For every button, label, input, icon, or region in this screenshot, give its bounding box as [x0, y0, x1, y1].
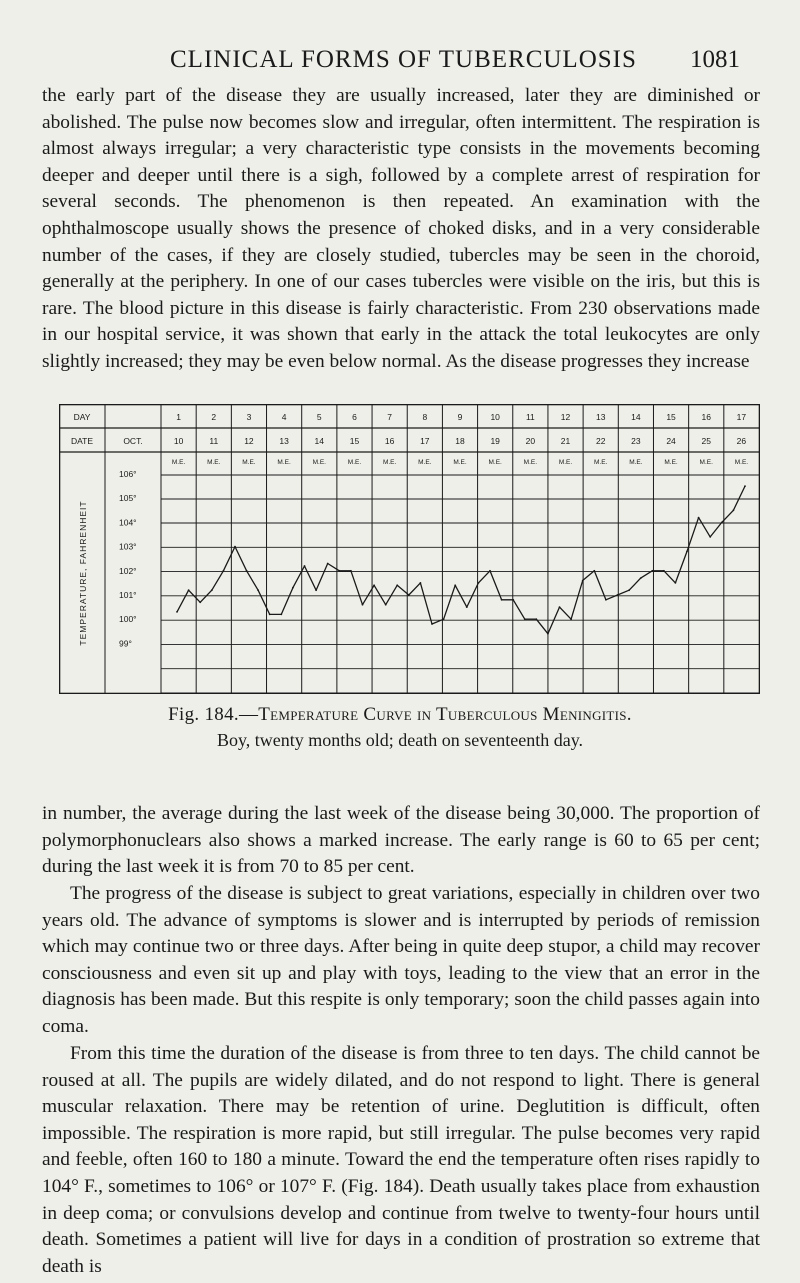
figure-caption-label: Fig. 184.: [168, 704, 239, 725]
period-label: M.E.: [594, 459, 608, 466]
day-label: 11: [525, 412, 535, 422]
y-tick-label: 100°: [119, 614, 137, 625]
date-label: 21: [560, 436, 571, 446]
day-label: 7: [387, 412, 393, 422]
day-label: 4: [281, 412, 287, 422]
date-label: 16: [384, 436, 395, 446]
paragraph-4: From this time the duration of the disease is from three to ten days. The child cannot be roused at all. The pupils are widely dilated, and do not respond to light. There is general muscular relaxation. There may be retention of urine. Deglutition is difficult, often impossible. The respiration is more rapid, but still irregular. The pulse becomes very rapid and feeble, often 160 to 180 a minute. Toward the end the temperature often rises rapidly to 104° F., sometimes to 106° or 107° F. (Fig. 184). Death usually takes place from exhaustion in deep coma; or convulsions develop and continue from twelve to twenty-four hours until death. Sometimes a patient will live for days in a condition of prostration so extreme that death is: [42, 1043, 760, 1277]
period-label: M.E.: [382, 459, 397, 466]
day-label: 9: [457, 412, 463, 422]
period-label: M.E.: [242, 459, 256, 466]
running-title: CLINICAL FORMS OF TUBERCULOSIS: [170, 46, 637, 73]
date-label: 26: [736, 436, 747, 446]
day-label: 14: [631, 412, 641, 422]
date-label: 13: [279, 436, 289, 446]
period-label: M.E.: [699, 459, 713, 466]
day-label: 10: [490, 412, 500, 422]
day-label: 16: [701, 412, 711, 422]
date-label: 20: [525, 436, 536, 446]
figure-caption-title: —Temperature Curve in Tuberculous Meningitis.: [238, 704, 632, 725]
y-tick-label: 99°: [119, 638, 132, 649]
date-row-label: DATE: [70, 436, 94, 446]
date-label: 22: [595, 436, 606, 446]
day-label: 2: [211, 412, 217, 422]
date-label: 19: [490, 436, 500, 446]
day-label: 3: [246, 412, 252, 422]
date-label: 25: [701, 436, 711, 446]
figure-caption: [0, 704, 800, 726]
date-label: 24: [666, 436, 676, 446]
period-label: M.E.: [664, 459, 678, 466]
temperature-chart: [59, 404, 760, 694]
date-label: 12: [244, 436, 254, 446]
date-label: 18: [455, 436, 465, 446]
month-label: OCT.: [123, 436, 143, 446]
day-label: 12: [560, 412, 571, 422]
date-label: 11: [209, 436, 219, 446]
y-tick-label: 103°: [119, 541, 137, 552]
y-tick-label: 106°: [119, 469, 137, 479]
chart-grid: [59, 404, 760, 694]
period-label: M.E.: [312, 459, 326, 466]
y-axis-label: TEMPERATURE, FAHRENHEIT: [78, 500, 88, 646]
date-label: 17: [420, 436, 430, 446]
paragraph-1: the early part of the disease they are usually increased, later they are diminished or abolished. The pulse now becomes slow and irregular, often intermittent. The respiration is almost always irregular; a very characteristic type consists in the movements becoming deeper and deeper until there is a sigh, followed by a complete arrest of respiration for several seconds. The phenomenon is then repeated. An examination with the ophthalmoscope usually shows the presence of choked disks, and in a very considerable number of the cases, if they are closely studied, tubercles may be seen in the choroid, generally at the periphery. In one of our cases tubercles were visible on the iris, but this is rare. The blood picture in this disease is fairly characteristic. From 230 observations made in our hospital service, it was shown that early in the attack the total leukocytes are only slightly increased; they may be even below normal. As the disease progresses they increase: [42, 85, 760, 372]
y-tick-label: 105°: [119, 493, 137, 504]
period-label: M.E.: [523, 459, 538, 466]
date-label: 23: [631, 436, 641, 446]
paragraph-2: in number, the average during the last week of the disease being 30,000. The proportion of polymorphonuclears also shows a marked increase. The early range is 60 to 65 per cent; during the last week it is from 70 to 85 per cent.: [42, 803, 760, 878]
day-label: 15: [666, 412, 676, 422]
period-label: M.E.: [629, 459, 643, 466]
day-label: 6: [352, 412, 357, 422]
temperature-curve-line: [177, 486, 745, 634]
date-label: 14: [314, 436, 325, 446]
day-label: 1: [176, 412, 181, 422]
chart-frame: [60, 405, 760, 694]
temperature-chart-svg: [59, 404, 760, 694]
day-row-label: DAY: [73, 412, 91, 422]
period-label: M.E.: [558, 459, 573, 466]
period-label: M.E.: [418, 459, 432, 466]
period-label: M.E.: [453, 459, 467, 466]
page-number: 1081: [690, 46, 740, 73]
date-label: 10: [173, 436, 184, 446]
y-tick-label: 104°: [119, 517, 137, 528]
paragraph-3: The progress of the disease is subject to great variations, especially in children over two years old. The advance of symptoms is slower and is interrupted by periods of remission which may continue two or three days. After being in quite deep stupor, a child may recover consciousness and even sit up and play with toys, leading to the view that an error in the diagnosis has been made. But this respite is only temporary; soon the child passes again into coma.: [42, 883, 760, 1037]
running-head: [0, 46, 800, 78]
period-label: M.E.: [347, 459, 362, 466]
figure-caption-sub: Boy, twenty months old; death on seventeenth day.: [216, 730, 584, 750]
y-tick-label: 101°: [119, 590, 137, 600]
chart-curve: [176, 485, 746, 634]
y-tick-label: 102°: [119, 565, 137, 576]
day-label: 5: [316, 412, 322, 422]
period-label: M.E.: [277, 459, 291, 466]
period-label: M.E.: [207, 459, 221, 466]
period-label: M.E.: [488, 459, 502, 466]
period-label: M.E.: [171, 459, 186, 466]
period-label: M.E.: [734, 459, 749, 466]
day-label: 8: [422, 412, 428, 422]
day-label: 13: [595, 412, 606, 422]
day-label: 17: [736, 412, 747, 422]
chart-labels: [71, 412, 748, 648]
date-label: 15: [349, 436, 360, 446]
